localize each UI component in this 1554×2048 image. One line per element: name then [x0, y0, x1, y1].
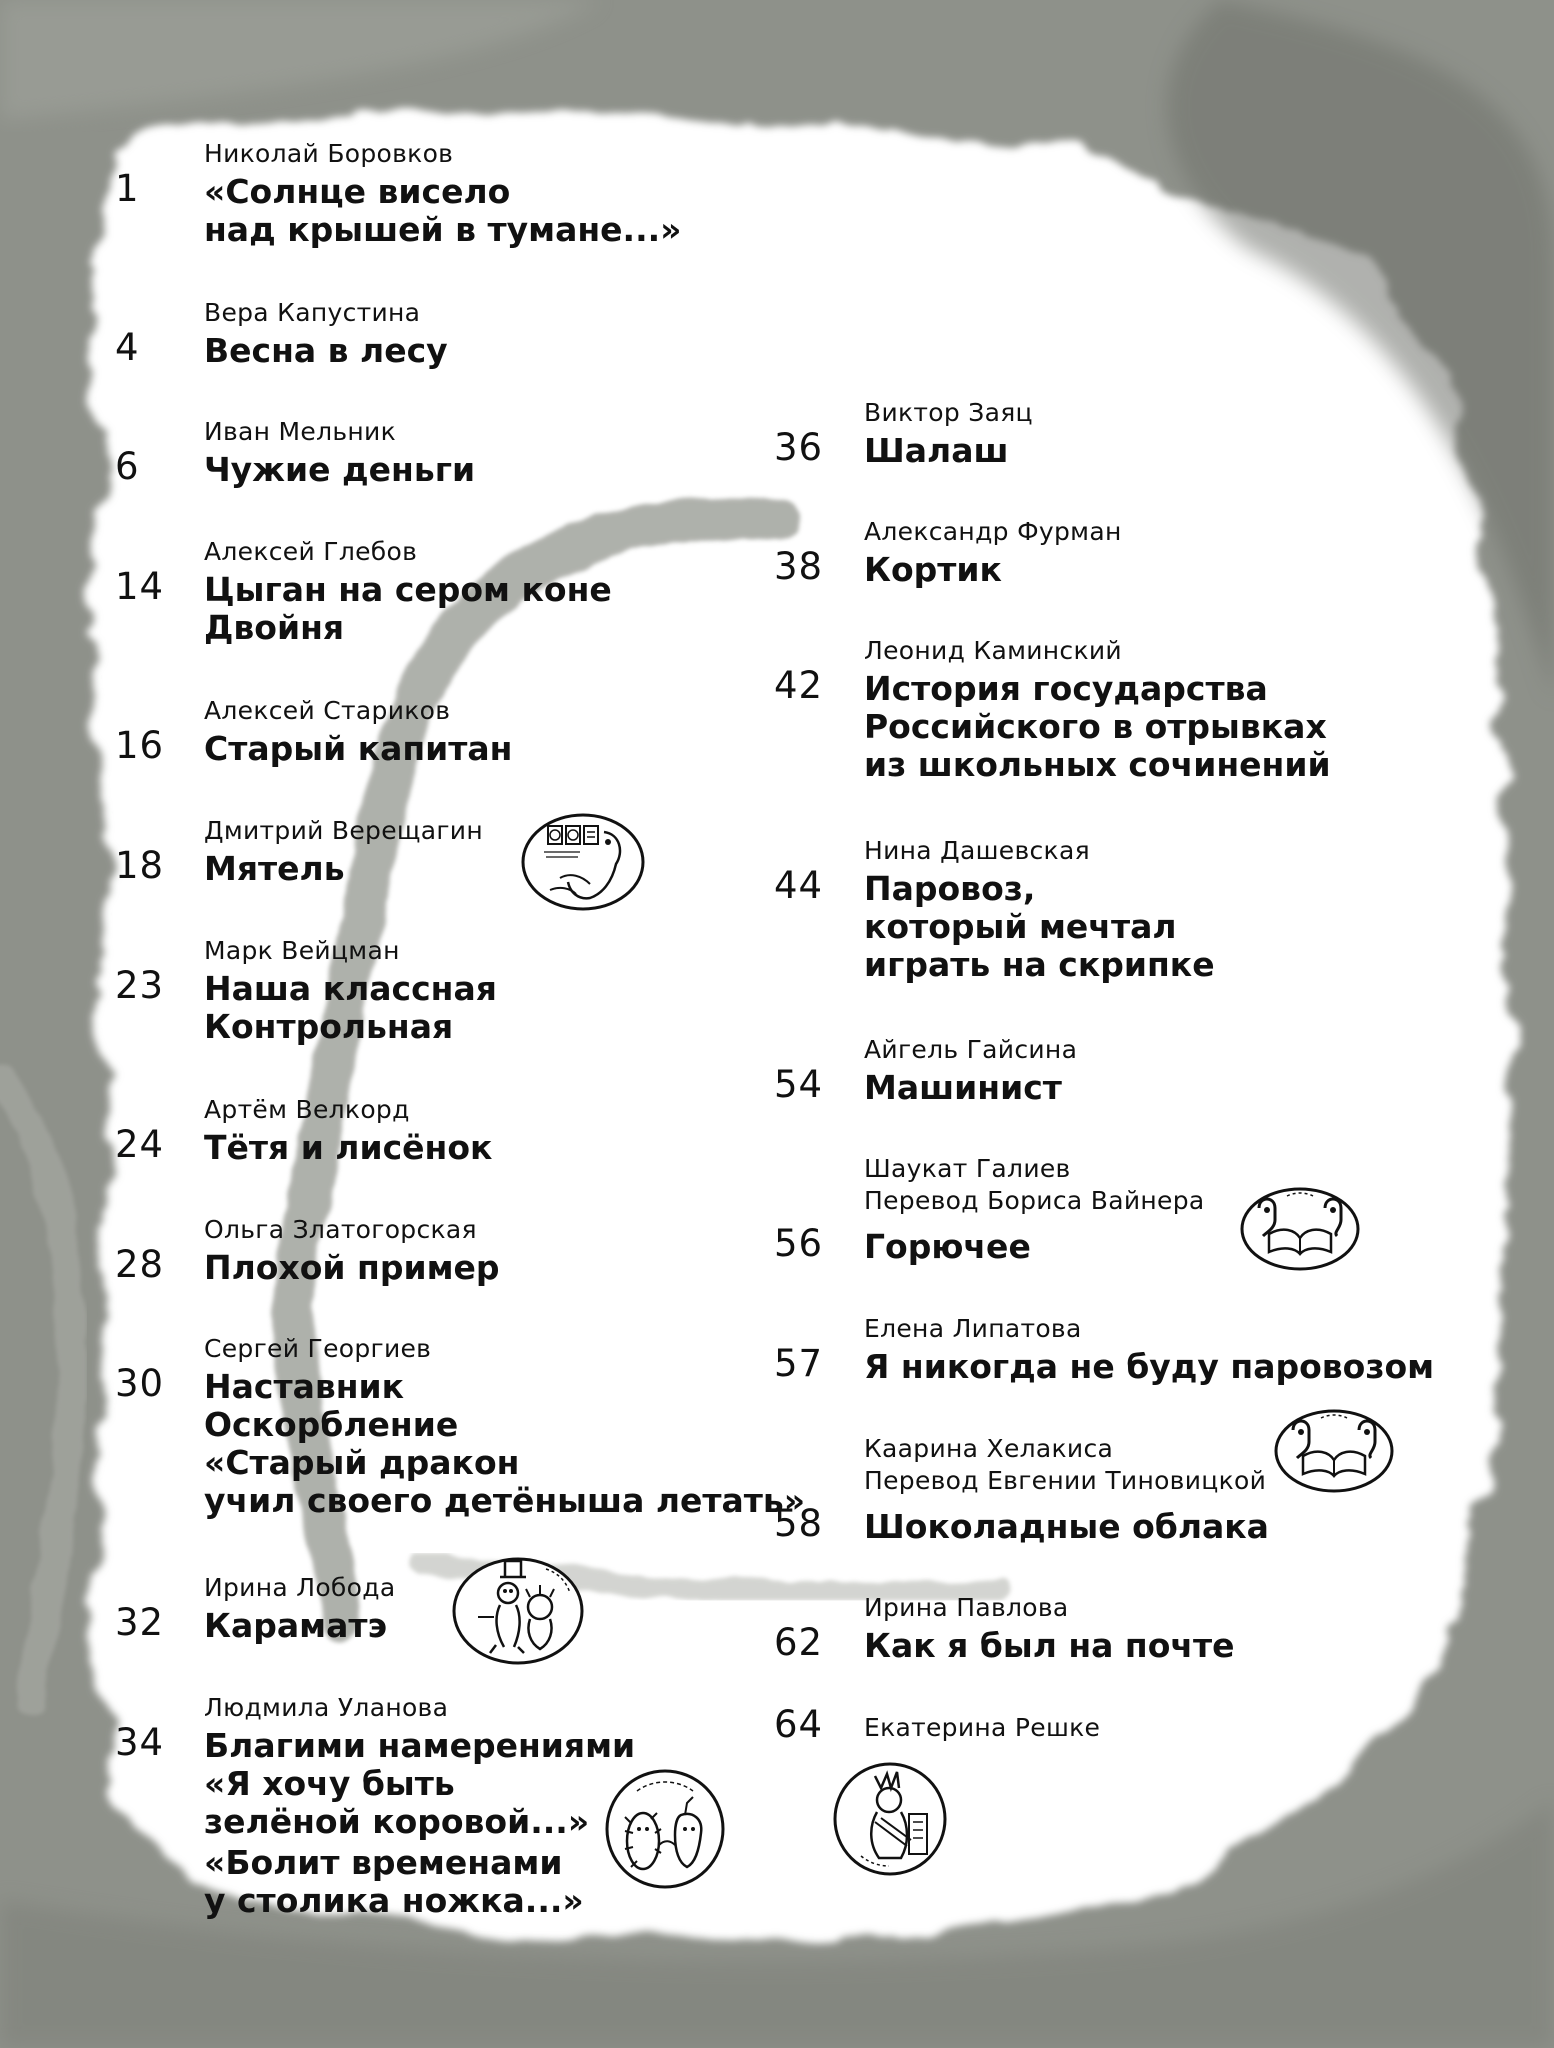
work-title: играть на скрипке — [864, 945, 1215, 984]
author-name: Дмитрий Верещагин — [204, 816, 483, 845]
author-name: Марк Вейцман — [204, 936, 400, 965]
page-number: 16 — [115, 724, 165, 767]
page-number: 24 — [115, 1123, 165, 1166]
author-name: Елена Липатова — [864, 1314, 1082, 1343]
work-title: Цыган на сером коне — [204, 570, 612, 609]
work-title: Я никогда не буду паровозом — [864, 1347, 1435, 1386]
translator-name: Перевод Евгении Тиновицкой — [864, 1466, 1267, 1495]
page-number: 34 — [115, 1721, 165, 1764]
page-number: 58 — [774, 1502, 824, 1545]
page-number: 14 — [115, 565, 165, 608]
work-title: Наставник — [204, 1367, 405, 1406]
page-number: 28 — [115, 1243, 165, 1286]
work-title: Паровоз, — [864, 869, 1036, 908]
page-number: 56 — [774, 1222, 824, 1265]
work-title: учил своего детёныша летать» — [204, 1481, 806, 1520]
author-name: Айгель Гайсина — [864, 1035, 1078, 1064]
page-number: 23 — [115, 964, 165, 1007]
work-title: Оскорбление — [204, 1405, 459, 1444]
work-title: Двойня — [204, 608, 345, 647]
page-number: 30 — [115, 1362, 165, 1405]
author-name: Ирина Лобода — [204, 1573, 396, 1602]
work-title: который мечтал — [864, 907, 1177, 946]
author-name: Леонид Каминский — [864, 636, 1122, 665]
author-name: Иван Мельник — [204, 417, 397, 446]
work-title: Мятель — [204, 849, 345, 888]
author-name: Екатерина Решке — [864, 1713, 1101, 1742]
page-number: 54 — [774, 1063, 824, 1106]
work-title: Контрольная — [204, 1007, 454, 1046]
page-number: 62 — [774, 1621, 824, 1664]
work-title: Весна в лесу — [204, 331, 448, 370]
author-name: Николай Боровков — [204, 139, 454, 168]
work-title: у столика ножка...» — [204, 1881, 584, 1920]
author-name: Ирина Павлова — [864, 1593, 1069, 1622]
work-title: Караматэ — [204, 1606, 388, 1645]
award-seal-icon — [831, 1760, 949, 1878]
page-number: 32 — [115, 1601, 165, 1644]
award-seal-icon — [1239, 1186, 1361, 1272]
author-name: Артём Велкорд — [204, 1095, 410, 1124]
page-number: 36 — [774, 426, 824, 469]
work-title: Благими намерениями — [204, 1726, 636, 1765]
page-number: 57 — [774, 1342, 824, 1385]
author-name: Алексей Стариков — [204, 696, 451, 725]
author-name: Шаукат Галиев — [864, 1154, 1071, 1183]
work-title: Плохой пример — [204, 1248, 500, 1287]
page-number: 64 — [774, 1703, 824, 1746]
author-name: Сергей Георгиев — [204, 1334, 432, 1363]
page-number: 44 — [774, 864, 824, 907]
author-name: Нина Дашевская — [864, 836, 1090, 865]
author-name: Александр Фурман — [864, 517, 1122, 546]
work-title: из школьных сочинений — [864, 745, 1331, 784]
page-number: 38 — [774, 545, 824, 588]
author-name: Каарина Хелакиса — [864, 1434, 1114, 1463]
author-name: Алексей Глебов — [204, 537, 418, 566]
work-title: Кортик — [864, 550, 1002, 589]
work-title: «Старый дракон — [204, 1443, 520, 1482]
translator-name: Перевод Бориса Вайнера — [864, 1186, 1205, 1215]
work-title: «Солнце висело — [204, 172, 511, 211]
author-name: Ольга Златогорская — [204, 1215, 477, 1244]
author-name: Людмила Уланова — [204, 1693, 449, 1722]
author-name: Виктор Заяц — [864, 398, 1033, 427]
award-seal-icon — [520, 812, 646, 912]
author-name: Вера Капустина — [204, 298, 421, 327]
award-seal-icon — [1273, 1408, 1395, 1494]
work-title: Машинист — [864, 1068, 1062, 1107]
page-number: 6 — [115, 445, 140, 488]
work-title: Шалаш — [864, 431, 1009, 470]
work-title: Старый капитан — [204, 729, 513, 768]
work-title: История государства — [864, 669, 1268, 708]
work-title: Шоколадные облака — [864, 1507, 1269, 1546]
work-title: Как я был на почте — [864, 1626, 1235, 1665]
work-title: над крышей в тумане...» — [204, 210, 682, 249]
page-number: 42 — [774, 664, 824, 707]
page-number: 4 — [115, 326, 140, 369]
work-title: Горючее — [864, 1227, 1031, 1266]
work-title: Тётя и лисёнок — [204, 1128, 493, 1167]
work-title: «Болит временами — [204, 1843, 563, 1882]
work-title: зелёной коровой...» — [204, 1802, 590, 1841]
award-seal-icon — [450, 1555, 586, 1667]
award-seal-icon — [603, 1767, 727, 1891]
work-title: Чужие деньги — [204, 450, 476, 489]
work-title: Наша классная — [204, 969, 497, 1008]
work-title: «Я хочу быть — [204, 1764, 455, 1803]
work-title: Российского в отрывках — [864, 707, 1327, 746]
page-number: 1 — [115, 167, 140, 210]
page-number: 18 — [115, 844, 165, 887]
